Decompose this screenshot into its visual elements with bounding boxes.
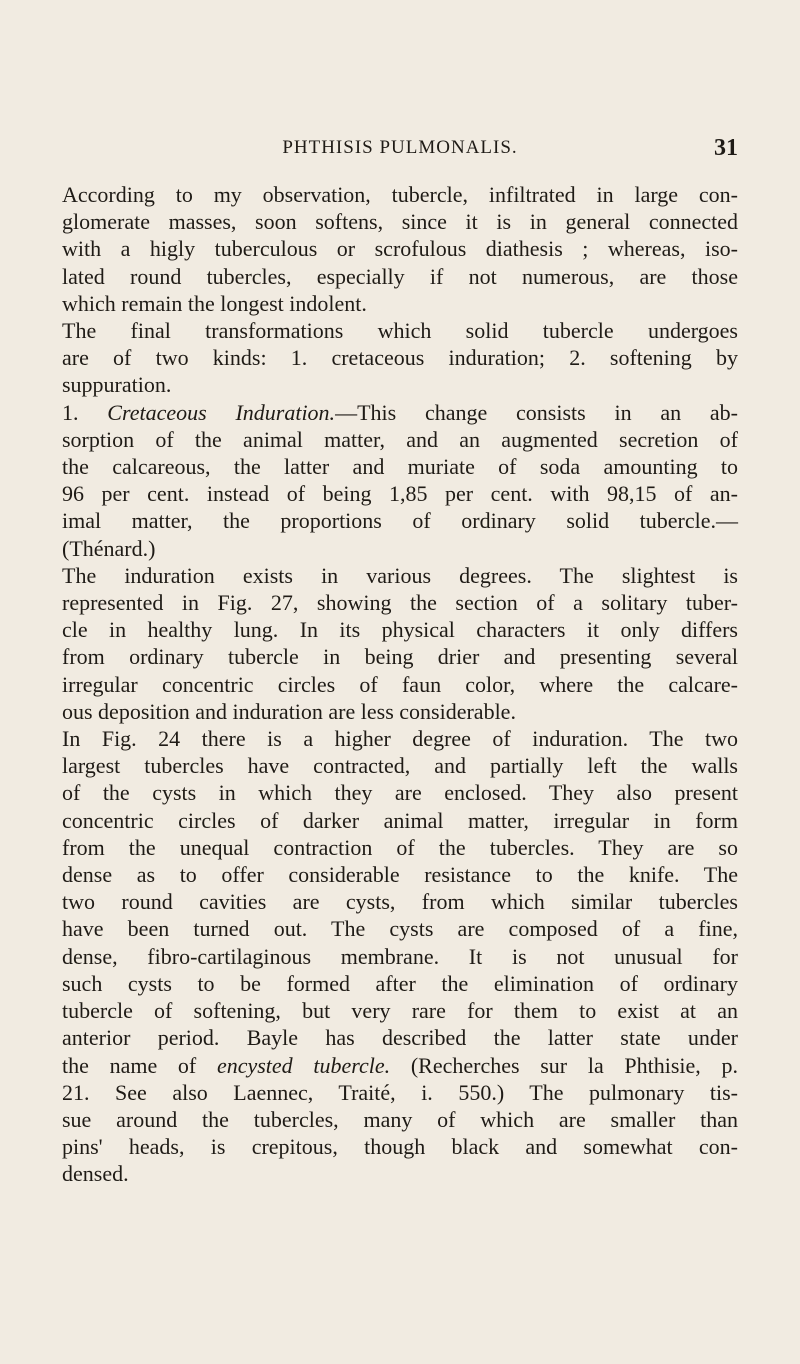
text-line xyxy=(62,1079,738,1106)
text-line xyxy=(62,235,738,262)
text-line xyxy=(62,1052,738,1079)
text-line xyxy=(62,480,738,507)
line-text: imal matter, the proportions of ordinary solid tubercle.— xyxy=(62,508,738,534)
line-text: —This change consists in an ab- xyxy=(335,399,738,425)
line-text: 96 per cent. instead of being 1,85 per cent. with 98,15 of an- xyxy=(62,481,738,507)
text-line xyxy=(62,371,738,398)
line-text: The induration exists in various degrees. The slightest is xyxy=(62,562,738,588)
text-line xyxy=(62,834,738,861)
text-line xyxy=(62,589,738,616)
text-line xyxy=(62,888,738,915)
line-text: According to my observation, tubercle, infiltrated in large con- xyxy=(62,182,738,207)
line-text: have been turned out. The cysts are composed of a fine, xyxy=(62,916,738,942)
line-text: of the cysts in which they are enclosed. They also present xyxy=(62,780,738,806)
body-text xyxy=(62,181,738,1188)
text-line xyxy=(62,317,738,344)
line-text: glomerate masses, soon softens, since it is in general connected xyxy=(62,209,738,235)
line-text: tubercle of softening, but very rare for them to exist at an xyxy=(62,998,738,1024)
text-line xyxy=(62,399,738,426)
line-text: (Recherches sur la Phthisie, p. xyxy=(390,1052,738,1078)
line-text: sorption of the animal matter, and an augmented secretion of xyxy=(62,426,738,452)
line-prefix: 1. xyxy=(62,399,108,425)
text-line xyxy=(62,507,738,534)
line-text: which remain the longest indolent. xyxy=(62,290,367,316)
text-line xyxy=(62,453,738,480)
line-text: lated round tubercles, especially if not numerous, are those xyxy=(62,263,738,289)
text-line xyxy=(62,752,738,779)
line-text: sue around the tubercles, many of which are smaller than xyxy=(62,1106,738,1132)
text-line xyxy=(62,970,738,997)
text-line xyxy=(62,181,738,208)
text-line xyxy=(62,208,738,235)
line-text: two round cavities are cysts, from which similar tubercles xyxy=(62,889,738,915)
italic-term: Cretaceous Induration. xyxy=(107,399,336,425)
text-line xyxy=(62,807,738,834)
line-text: concentric circles of darker animal matter, irregular in form xyxy=(62,807,738,833)
text-line xyxy=(62,943,738,970)
line-text: dense, fibro-cartilaginous membrane. It is not unusual for xyxy=(62,943,738,969)
line-text: ous deposition and induration are less considerable. xyxy=(62,698,516,724)
text-line xyxy=(62,616,738,643)
line-text: anterior period. Bayle has described the latter state under xyxy=(62,1025,738,1051)
line-text: suppuration. xyxy=(62,372,172,398)
text-line xyxy=(62,643,738,670)
text-line xyxy=(62,915,738,942)
line-text: largest tubercles have contracted, and partially left the walls xyxy=(62,753,738,779)
text-line xyxy=(62,1024,738,1051)
line-text: from ordinary tubercle in being drier and presenting several xyxy=(62,644,738,670)
line-text: In Fig. 24 there is a higher degree of induration. The two xyxy=(62,726,738,752)
text-line xyxy=(62,344,738,371)
line-text: from the unequal contraction of the tubercles. They are so xyxy=(62,834,738,860)
line-text: pins' heads, is crepitous, though black and somewhat con- xyxy=(62,1134,738,1160)
italic-term: encysted tubercle. xyxy=(216,1052,391,1078)
line-text: represented in Fig. 27, showing the section of a solitary tuber- xyxy=(62,590,738,616)
text-line xyxy=(62,779,738,806)
line-text: (Thénard.) xyxy=(62,535,156,561)
text-line xyxy=(62,698,738,725)
line-text: The final transformations which solid tubercle undergoes xyxy=(62,318,738,344)
running-head xyxy=(60,137,740,167)
line-prefix: the name of xyxy=(62,1052,217,1078)
line-text: cle in healthy lung. In its physical characters it only differs xyxy=(62,617,738,643)
text-line xyxy=(62,997,738,1024)
line-text: irregular concentric circles of faun color, where the calcare- xyxy=(62,671,738,697)
text-line xyxy=(62,861,738,888)
text-line xyxy=(62,290,738,317)
line-text: densed. xyxy=(62,1161,129,1187)
text-line xyxy=(62,671,738,698)
text-line xyxy=(62,1106,738,1133)
line-text: dense as to offer considerable resistance to the knife. The xyxy=(62,862,738,888)
line-text: the calcareous, the latter and muriate of soda amounting to xyxy=(62,454,738,480)
text-line xyxy=(62,562,738,589)
line-text: 21. See also Laennec, Traité, i. 550.) The pulmonary tis- xyxy=(62,1079,738,1105)
line-text: such cysts to be formed after the elimination of ordinary xyxy=(62,970,738,996)
text-line xyxy=(62,1160,738,1187)
text-line xyxy=(62,263,738,290)
text-line xyxy=(62,1133,738,1160)
text-line xyxy=(62,426,738,453)
text-line xyxy=(62,535,738,562)
page-number: 31 xyxy=(714,135,738,161)
running-title: PHTHISIS PULMONALIS. xyxy=(282,137,518,158)
line-text: are of two kinds: 1. cretaceous induration; 2. softening by xyxy=(62,345,738,371)
text-line xyxy=(62,725,738,752)
line-text: with a higly tuberculous or scrofulous diathesis ; whereas, iso- xyxy=(62,236,738,262)
